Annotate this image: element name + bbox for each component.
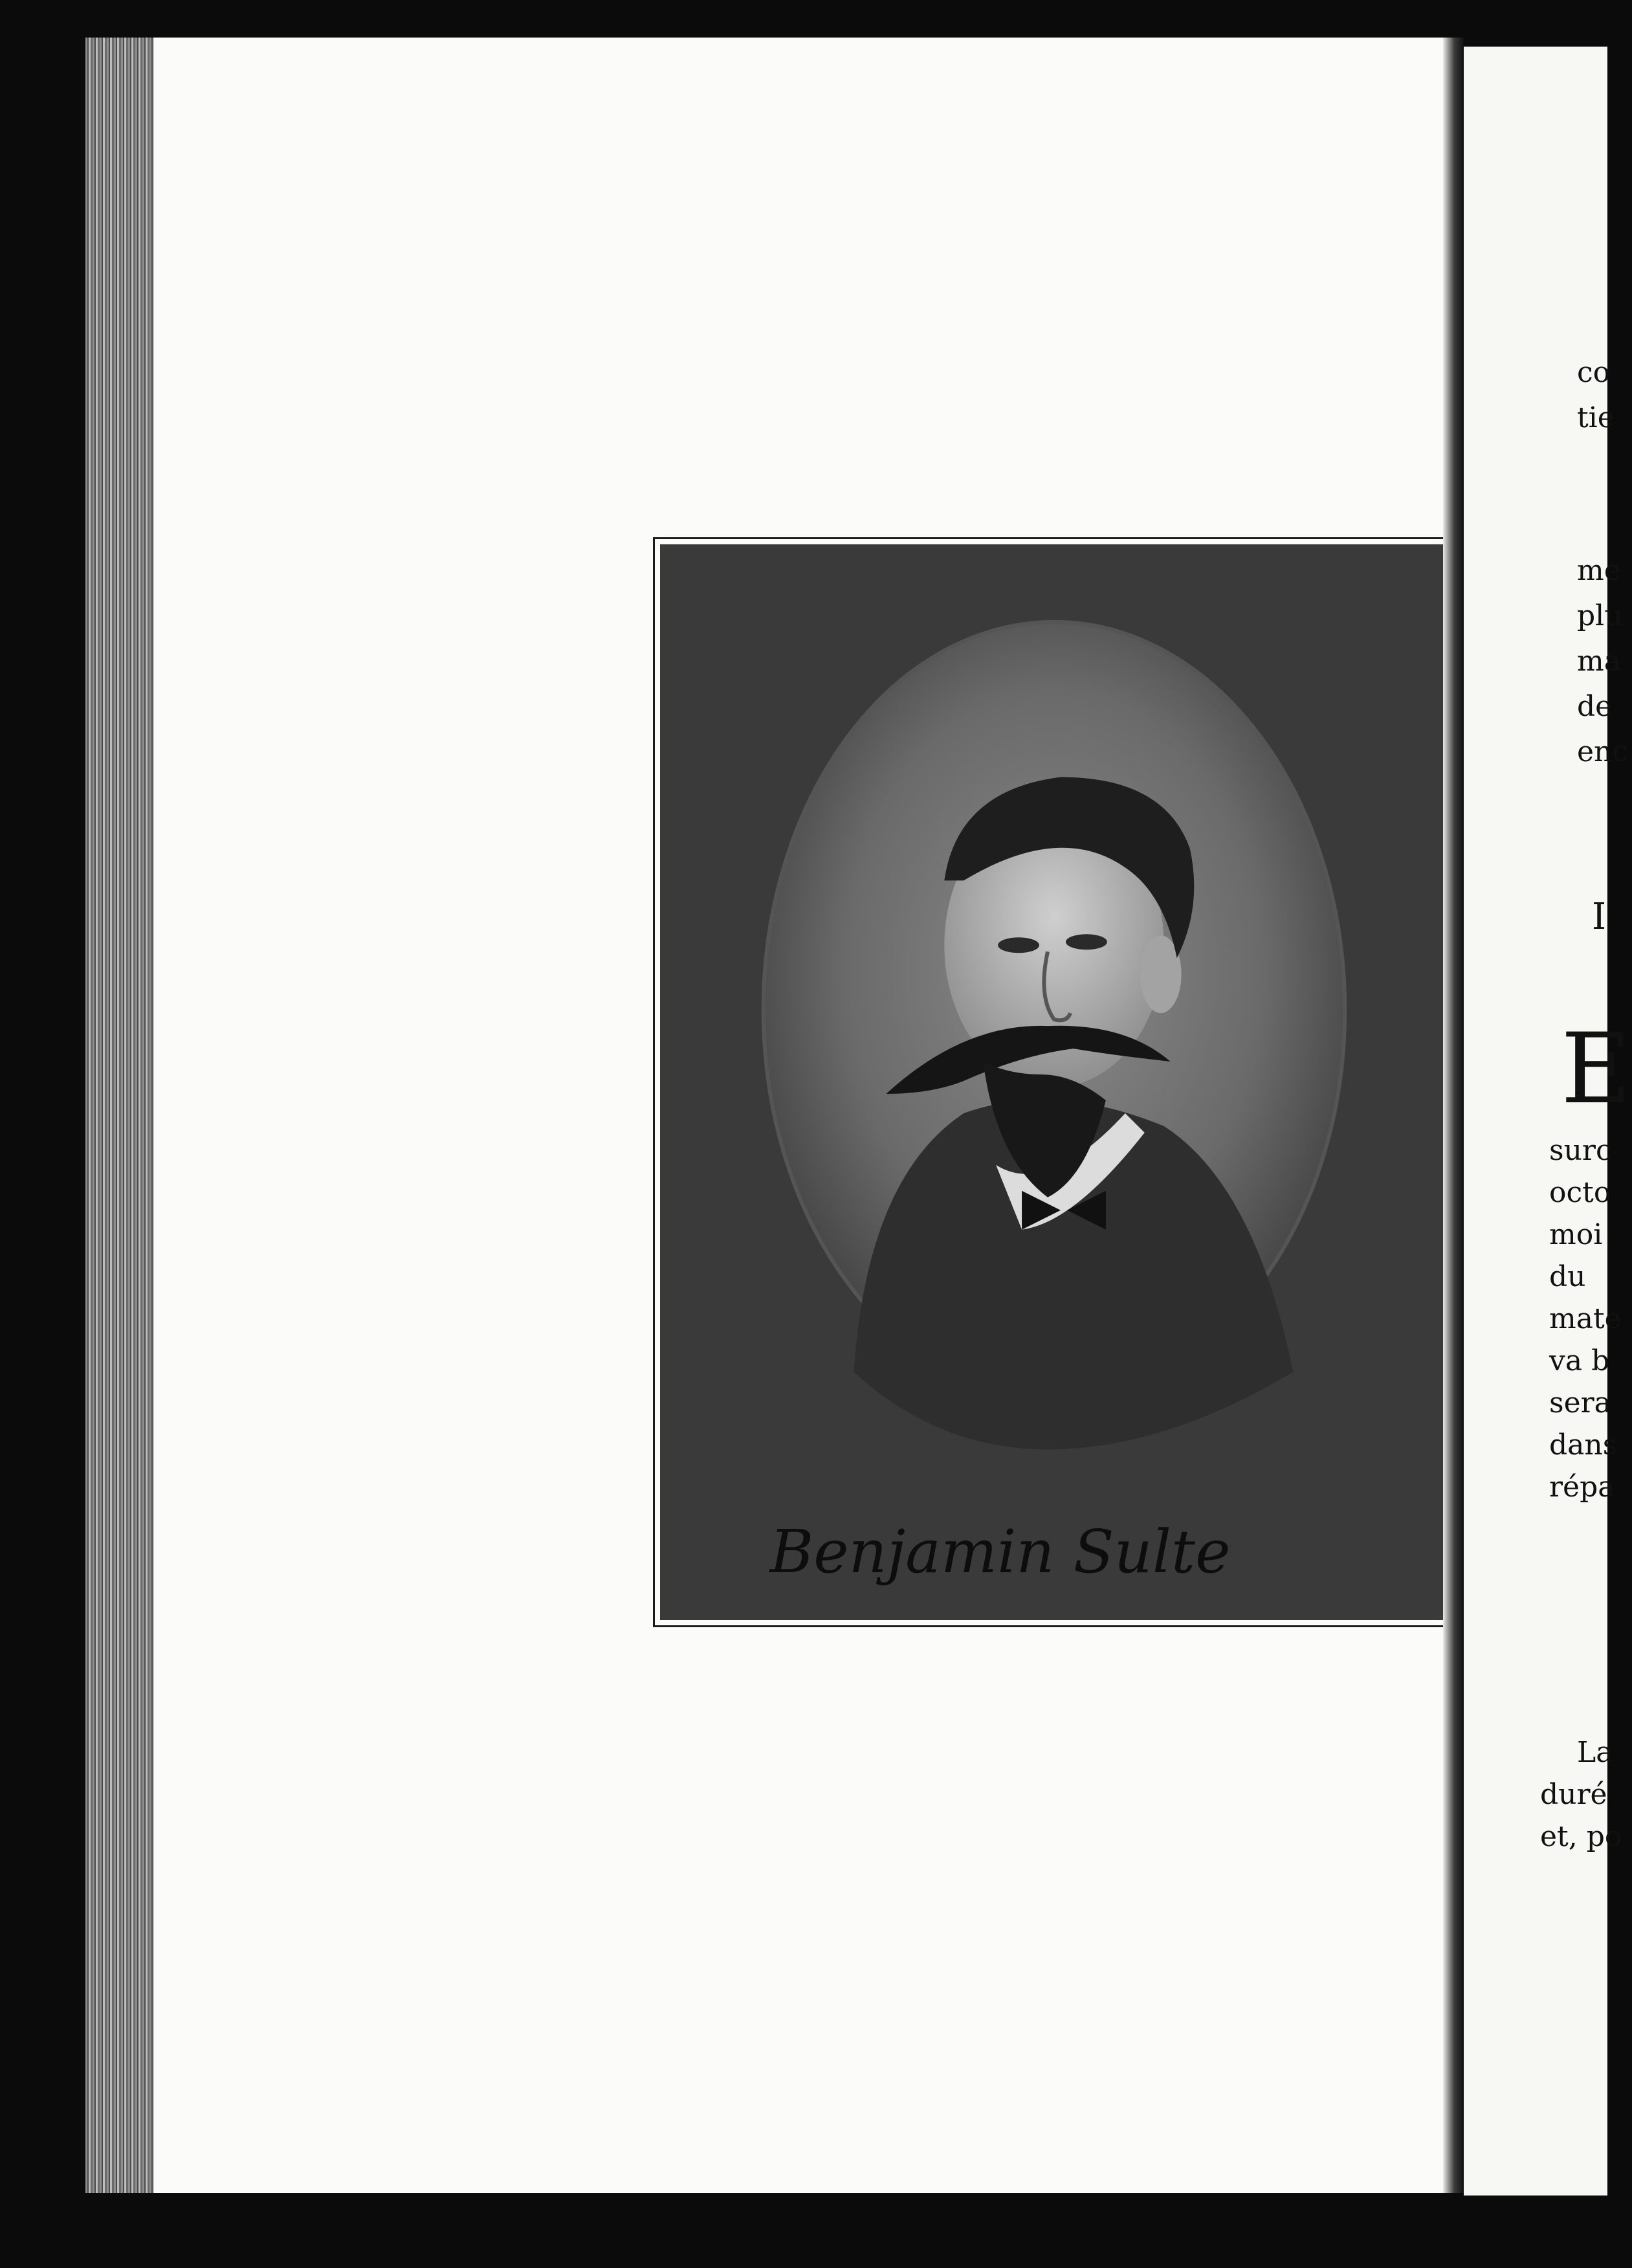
text-fragment: du [1549, 1260, 1586, 1293]
page-edge-stack [85, 38, 155, 2193]
text-fragment: La [1577, 1736, 1613, 1769]
text-fragment: mate [1549, 1302, 1622, 1335]
text-fragment: va b [1549, 1344, 1610, 1377]
text-fragment: moi [1549, 1218, 1603, 1251]
text-fragment: enc [1577, 735, 1629, 768]
right-page [1464, 47, 1632, 2196]
portrait-plate [653, 537, 1455, 1627]
text-fragment: co [1577, 356, 1611, 389]
text-fragment: duré [1540, 1778, 1607, 1811]
heading-fragment: I [1592, 896, 1607, 938]
text-fragment: octo [1549, 1176, 1611, 1209]
text-fragment: surc [1549, 1134, 1612, 1167]
text-fragment: me [1577, 554, 1621, 587]
signature-text: Benjamin Sulte [769, 1517, 1231, 1587]
text-fragment: de [1577, 690, 1613, 723]
text-fragment: dans [1549, 1429, 1618, 1462]
portrait-illustration [660, 544, 1448, 1620]
portrait-photo [660, 544, 1448, 1620]
book-gutter [1443, 38, 1464, 2193]
text-fragment: et, po [1540, 1820, 1622, 1853]
text-fragment: répa [1549, 1471, 1615, 1504]
text-fragment: plu [1577, 599, 1623, 632]
left-page [154, 38, 1455, 2193]
text-fragment: tie [1577, 401, 1615, 434]
drop-cap: E [1561, 1013, 1632, 1126]
text-fragment: sera [1549, 1386, 1611, 1419]
text-fragment: ma [1577, 645, 1621, 678]
